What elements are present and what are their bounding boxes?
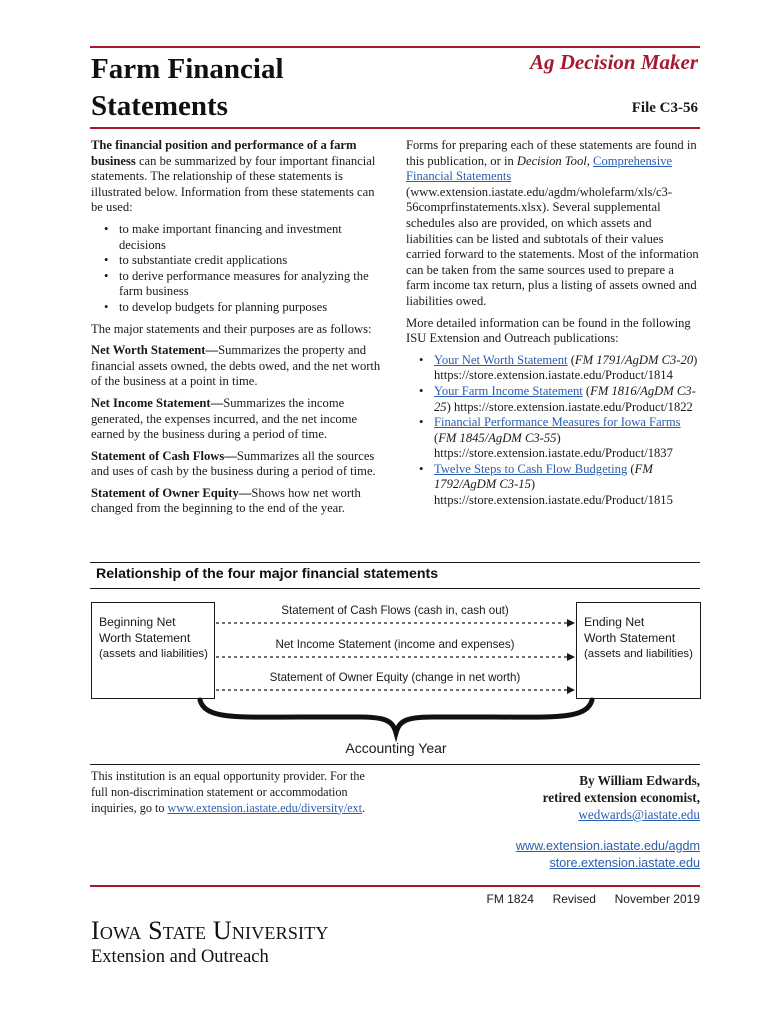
page-title-line2: Statements [91,90,228,122]
statement-desc: Shows how net worth changed from the beginning to the end of the year. [91,485,361,516]
list-item: • to make important financing and investment decisions [91,222,384,253]
eo-text: This institution is an equal opportunity provider. For the full non-discrimination statement or accommodation inquiries, go to [91,769,365,815]
intro-rest: can be summarized by four important financial statements. The relationship of these statements is illustrated below. Information from these statements can be used: [91,153,376,215]
list-item: • Twelve Steps to Cash Flow Budgeting (FM 1792/AgDM C3-15) https://store.extension.iastate.edu/Product/1815 [406,462,700,509]
decision-tool: Decision Tool [516,153,587,168]
agdm-website-link[interactable]: www.extension.iastate.edu/agdm [515,839,700,853]
flow-label-income: Net Income Statement (income and expenses) [275,638,515,651]
pub-link-net-worth[interactable]: Your Net Worth Statement [434,352,568,367]
statement-name: Statement of Owner Equity— [91,485,252,500]
statement-name: Net Worth Statement— [91,343,219,358]
box-line: (assets and liabilities) [99,648,208,660]
forms-text-2: Several supplemental schedules also are provided, on which assets and liabilities can be listed and subtotals of their values carried forward to the statements. Most of the information can be taken from the same sources used to prepare a farm income tax return, plus a listing of assets owned and liabilities owed. [406,200,699,308]
forms-comma: , [586,153,594,168]
comprehensive-statements-link[interactable]: Comprehensive Financial Statements [406,153,673,184]
forms-url: (www.extension.iastate.edu/agdm/wholefarm/xls/c3-56comprfinstatements.xlsx). [406,184,673,215]
box-line: Beginning Net [99,615,176,629]
pub-url: https://store.extension.iastate.edu/Product/1814 [434,368,673,383]
file-number: File C3-56 [631,100,698,116]
intro-bold: The financial position and performance of a farm business [91,138,357,168]
statement-desc: Summarizes the property and financial assets owned, the debts owed, and the net worth of the business at a point in time. [91,343,381,389]
diagram-bottom-rule [90,764,700,765]
list-item: • Your Net Worth Statement (FM 1791/AgDM C3-20) https://store.extension.iastate.edu/Product/1814 [406,353,700,384]
publication-info [300,892,700,906]
list-item: • Your Farm Income Statement (FM 1816/AgDM C3-25) https://store.extension.iastate.edu/Product/1822 [406,384,700,415]
website-links [400,838,700,872]
box-line: (assets and liabilities) [584,648,693,660]
university-sub: Extension and Outreach [91,947,269,967]
university-logo [91,916,329,968]
accounting-year-brace [200,700,592,733]
box-line: Worth Statement [584,631,676,645]
eo-end: . [362,800,366,815]
list-item: • to derive performance measures for analyzing the farm business [91,269,384,300]
flow-label-equity: Statement of Owner Equity (change in net worth) [269,671,521,684]
major-intro: The major statements and their purposes are as follows: [91,321,372,336]
statement-name: Statement of Cash Flows— [91,448,237,463]
list-item: • to develop budgets for planning purposes [91,300,384,316]
pub-code: FM 1792/AgDM C3-15 [434,461,653,492]
author-title: retired extension economist, [542,790,700,805]
diversity-link[interactable]: www.extension.iastate.edu/diversity/ext [167,800,363,815]
box-line: Worth Statement [99,631,191,645]
author-name: By William Edwards, [579,773,700,788]
flow-label-cash: Statement of Cash Flows (cash in, cash out) [281,604,509,617]
statement-desc: Summarizes all the sources and uses of cash by the business during a period of time. [91,448,376,479]
pub-link-performance[interactable]: Financial Performance Measures for Iowa Farms [434,415,681,430]
list-item: • to substantiate credit applications [91,253,384,269]
diagram-title: Relationship of the four major financial statements [96,566,439,582]
store-website-link[interactable]: store.extension.iastate.edu [549,856,700,870]
pub-url: https://store.extension.iastate.edu/Product/1822 [453,399,693,414]
author-block [400,772,700,823]
forms-text: Forms for preparing each of these statements are found in this publication, or in [406,138,697,168]
pub-code: FM 1791/AgDM C3-20 [574,352,694,367]
pub-code: FM 1816/AgDM C3-25 [434,383,696,414]
pub-code: FM 1824 [486,892,534,906]
series-name: Ag Decision Maker [530,50,698,74]
pub-code: FM 1845/AgDM C3-55 [438,430,557,445]
pub-link-cash-flow[interactable]: Twelve Steps to Cash Flow Budgeting [434,461,628,476]
revised-date: November 2019 [614,892,700,906]
accounting-year-label: Accounting Year [345,740,447,756]
statement-desc: Summarizes the income generated, the expenses incurred, and the net income earned by the business during a period of time. [91,395,358,442]
university-name: Iowa State University [91,916,329,945]
footer-red-rule [90,885,700,887]
page-title-line1: Farm Financial [91,53,284,85]
pub-url: https://store.extension.iastate.edu/Product/1837 [434,446,673,461]
revised-label: Revised [552,892,596,906]
pub-url: https://store.extension.iastate.edu/Product/1815 [434,493,673,508]
box-line: Ending Net [584,615,645,629]
equal-opportunity-statement [91,769,381,816]
author-email-link[interactable]: wedwards@iastate.edu [578,807,700,822]
more-info: More detailed information can be found in the following ISU Extension and Outreach publications: [406,315,691,346]
pub-link-farm-income[interactable]: Your Farm Income Statement [434,383,583,398]
list-item: • Financial Performance Measures for Iowa Farms (FM 1845/AgDM C3-55) https://store.extension.iastate.edu/Product/1837 [406,415,700,462]
statement-name: Net Income Statement— [91,395,224,410]
